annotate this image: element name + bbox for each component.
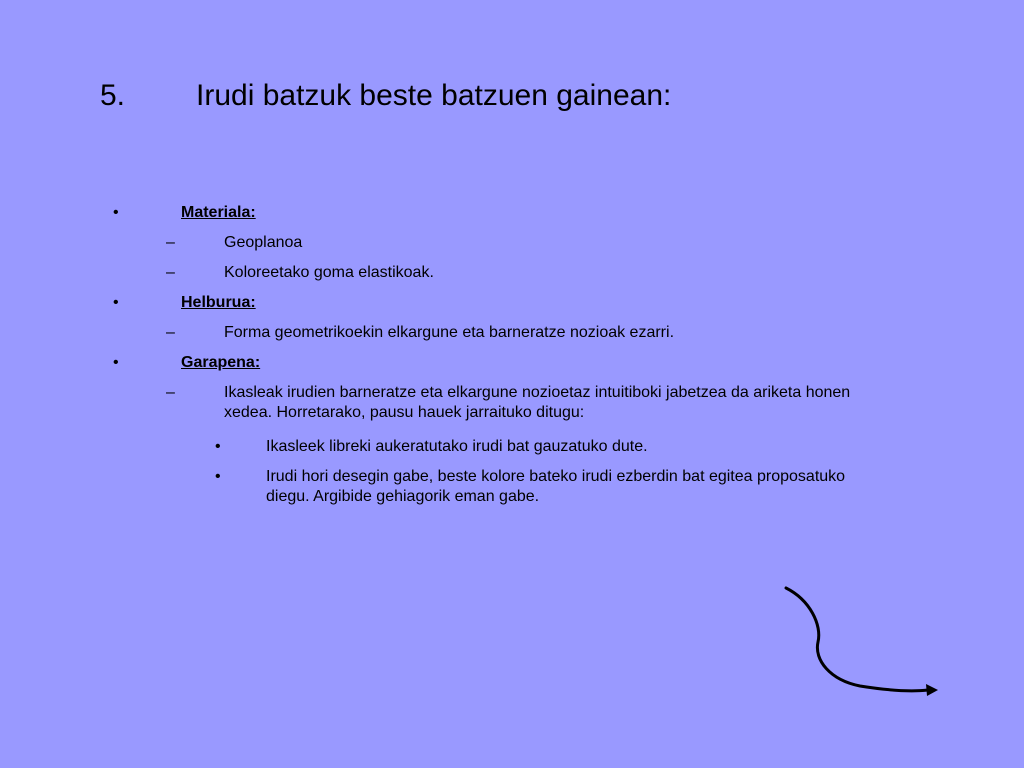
bullet-marker: •	[113, 294, 119, 311]
curved-arrow-icon	[780, 580, 950, 705]
bullet-marker: •	[113, 354, 119, 371]
section-materiala	[0, 203, 1024, 223]
bullet-marker: •	[113, 204, 119, 221]
list-item-text: Forma geometrikoekin elkargune eta barneratze nozioak ezarri.	[224, 324, 675, 341]
list-item-text: Geoplanoa	[224, 234, 303, 251]
dash-marker: –	[166, 234, 175, 251]
dash-marker: –	[166, 384, 175, 401]
section-heading-materiala: Materiala:	[181, 204, 256, 221]
dash-marker: –	[166, 324, 175, 341]
bullet-marker: •	[215, 468, 221, 485]
list-item-text: Koloreetako goma elastikoak.	[224, 264, 434, 281]
list-item	[0, 233, 1024, 253]
dash-marker: –	[166, 264, 175, 281]
section-garapena	[0, 353, 1024, 373]
section-heading-garapena: Garapena:	[181, 354, 261, 371]
slide-title	[100, 76, 671, 116]
sub-list-item-text: Ikasleek libreki aukeratutako irudi bat gauzatuko dute.	[266, 438, 648, 455]
sub-list-item	[0, 437, 1024, 457]
list-item	[0, 383, 1024, 427]
list-item	[0, 263, 1024, 283]
slide-title-number: 5.	[100, 79, 126, 112]
sub-list-item-text: Irudi hori desegin gabe, beste kolore bateko irudi ezberdin bat egitea proposatuko diegu. Argibide gehiagorik eman gabe.	[266, 468, 846, 505]
list-item-text: Ikasleak irudien barneratze eta elkargune nozioetaz intuitiboki jabetzea da ariketa honen xedea. Horretarako, pausu hauek jarraituko ditugu:	[224, 384, 851, 421]
section-heading-helburua: Helburua:	[181, 294, 256, 311]
slide-title-text: Irudi batzuk beste batzuen gainean:	[196, 79, 672, 112]
list-item	[0, 323, 1024, 343]
sub-list-item	[0, 467, 1024, 511]
slide-body	[0, 203, 1024, 521]
section-helburua	[0, 293, 1024, 313]
bullet-marker: •	[215, 438, 221, 455]
